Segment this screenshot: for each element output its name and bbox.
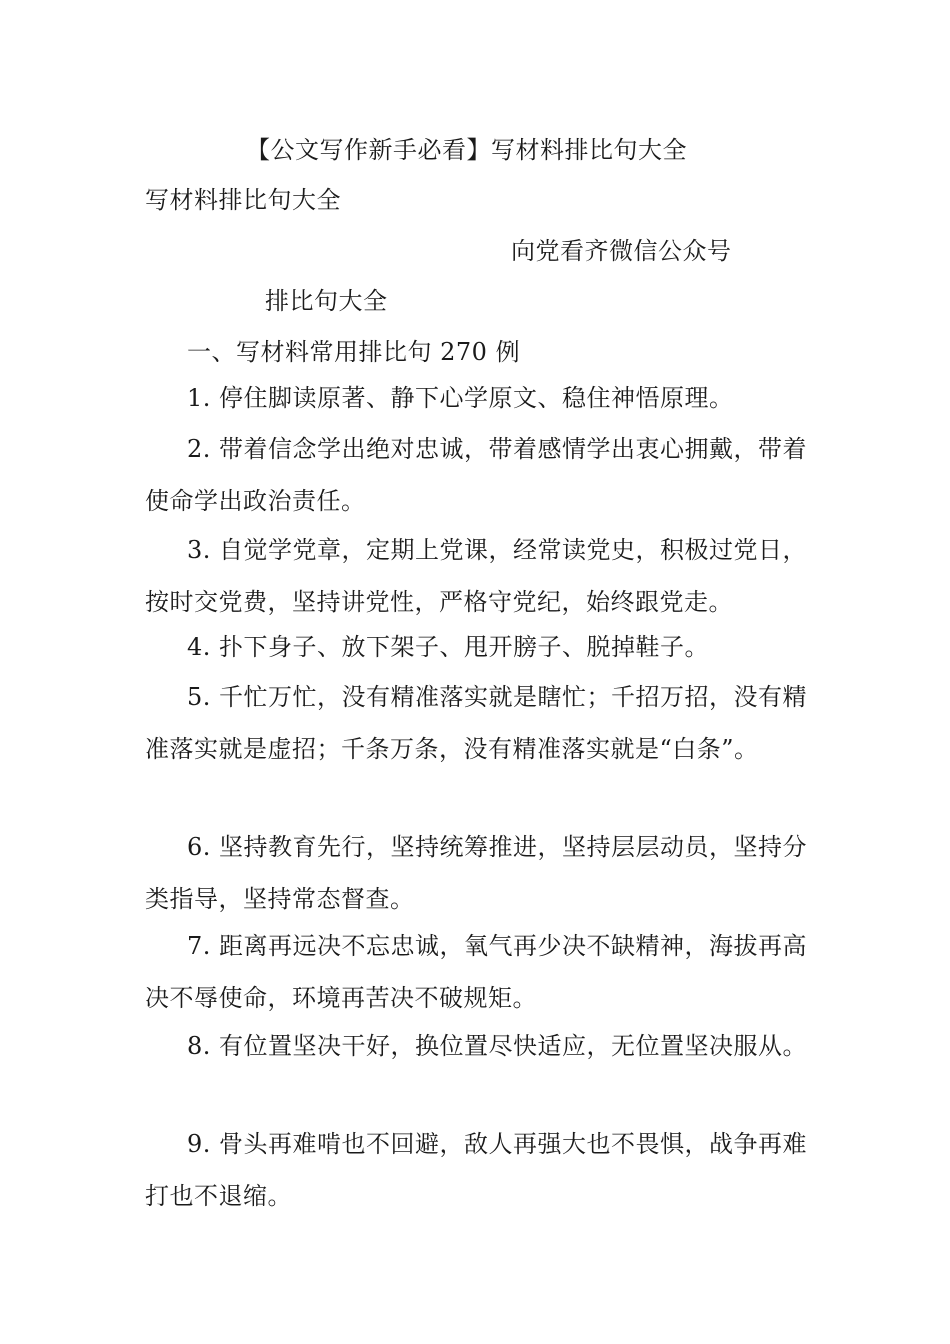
document-title: 【公文写作新手必看】写材料排比句大全 [246,136,687,164]
list-item: 2. 带着信念学出绝对忠诚，带着感情学出衷心拥戴，带着使命学出政治责任。 [145,435,808,515]
source-line: 向党看齐微信公众号 [511,237,732,265]
list-item: 1. 停住脚读原著、静下心学原文、稳住神悟原理。 [187,384,734,412]
document-subtitle: 写材料排比句大全 [145,186,341,214]
list-item: 3. 自觉学党章，定期上党课，经常读党史，积极过党日，按时交党费，坚持讲党性，严格守党纪，始终跟党走。 [145,536,808,616]
list-item: 5. 千忙万忙，没有精准落实就是瞎忙；千招万招，没有精准落实就是虚招；千条万条，没有精准落实就是“白条”。 [145,683,808,763]
list-item: 4. 扑下身子、放下架子、甩开膀子、脱掉鞋子。 [187,633,710,661]
list-item: 7. 距离再远决不忘忠诚，氧气再少决不缺精神，海拔再高决不辱使命，环境再苦决不破规矩。 [145,932,808,1012]
list-item: 8. 有位置坚决干好，换位置尽快适应，无位置坚决服从。 [187,1032,808,1060]
list-item: 6. 坚持教育先行，坚持统筹推进，坚持层层动员，坚持分类指导，坚持常态督查。 [145,833,808,913]
list-item: 9. 骨头再难啃也不回避，敌人再强大也不畏惧，战争再难打也不退缩。 [145,1130,808,1210]
section-heading: 排比句大全 [265,287,388,315]
section-title: 一、写材料常用排比句 270 例 [187,338,521,366]
